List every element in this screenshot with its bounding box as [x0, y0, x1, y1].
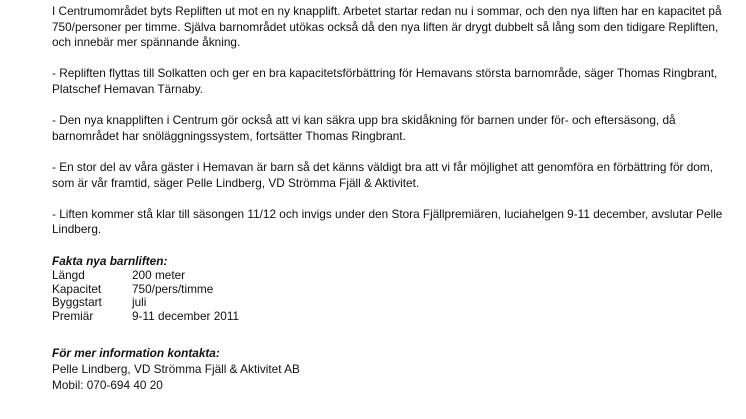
contact-name: Pelle Lindberg, VD Strömma Fjäll & Aktivitet AB	[52, 362, 300, 377]
quote-paragraph-opening: - Liften kommer stå klar till säsongen 11/12 och invigs under den Stora Fjällpremiären, luciahelgen 9-11 december, avslutar Pelle Lindberg.	[52, 206, 723, 237]
facts-value: juli	[132, 295, 147, 310]
facts-value: 9-11 december 2011	[132, 308, 240, 323]
intro-paragraph: I Centrumområdet byts Repliften ut mot en ny knapplift. Arbetet startar redan nu i sommar, och den nya liften har en kapacitet på 750/personer per timme. Själva barnområdet utökas också då den nya liften är drygt dubbelt så lång som den tidigare Repliften, och innebär mer spännande åkning.	[52, 4, 722, 50]
facts-value: 750/pers/timme	[132, 281, 214, 296]
facts-row	[52, 310, 239, 324]
quote-paragraph-solkatten: - Repliften flyttas till Solkatten och ger en bra kapacitetsförbättring för Hemavans största barnområde, säger Thomas Ringbrant, Platschef Hemavan Tärnaby.	[52, 66, 718, 96]
facts-value: 200 meter	[132, 268, 186, 283]
contact-heading: För mer information kontakta:	[52, 346, 220, 361]
contact-phone: Mobil: 070-694 40 20	[52, 377, 163, 392]
facts-label: Premiär	[52, 308, 94, 323]
facts-row	[52, 269, 239, 283]
section-spacer	[52, 323, 732, 346]
facts-label: Byggstart	[52, 295, 102, 310]
quote-paragraph-centrum: - Den nya knappliften i Centrum gör också att vi kan säkra upp bra skidåkning för barnen under för- och eftersäsong, då barnområdet har snöläggningssystem, fortsätter Thomas Ringbrant.	[52, 113, 676, 143]
quote-paragraph-guests: - En stor del av våra gäster i Hemavan är barn så det känns väldigt bra att vi får möjlighet att genomföra en förbättring för dom, som är vår framtid, säger Pelle Lindberg, VD Strömma Fjäll & Aktivitet.	[52, 159, 713, 190]
facts-label: Längd	[52, 268, 85, 283]
facts-row	[52, 283, 239, 297]
facts-table	[52, 269, 239, 323]
facts-heading: Fakta nya barnliften:	[52, 253, 168, 268]
facts-label: Kapacitet	[52, 281, 102, 296]
document-body	[52, 4, 732, 393]
facts-row	[52, 296, 239, 310]
